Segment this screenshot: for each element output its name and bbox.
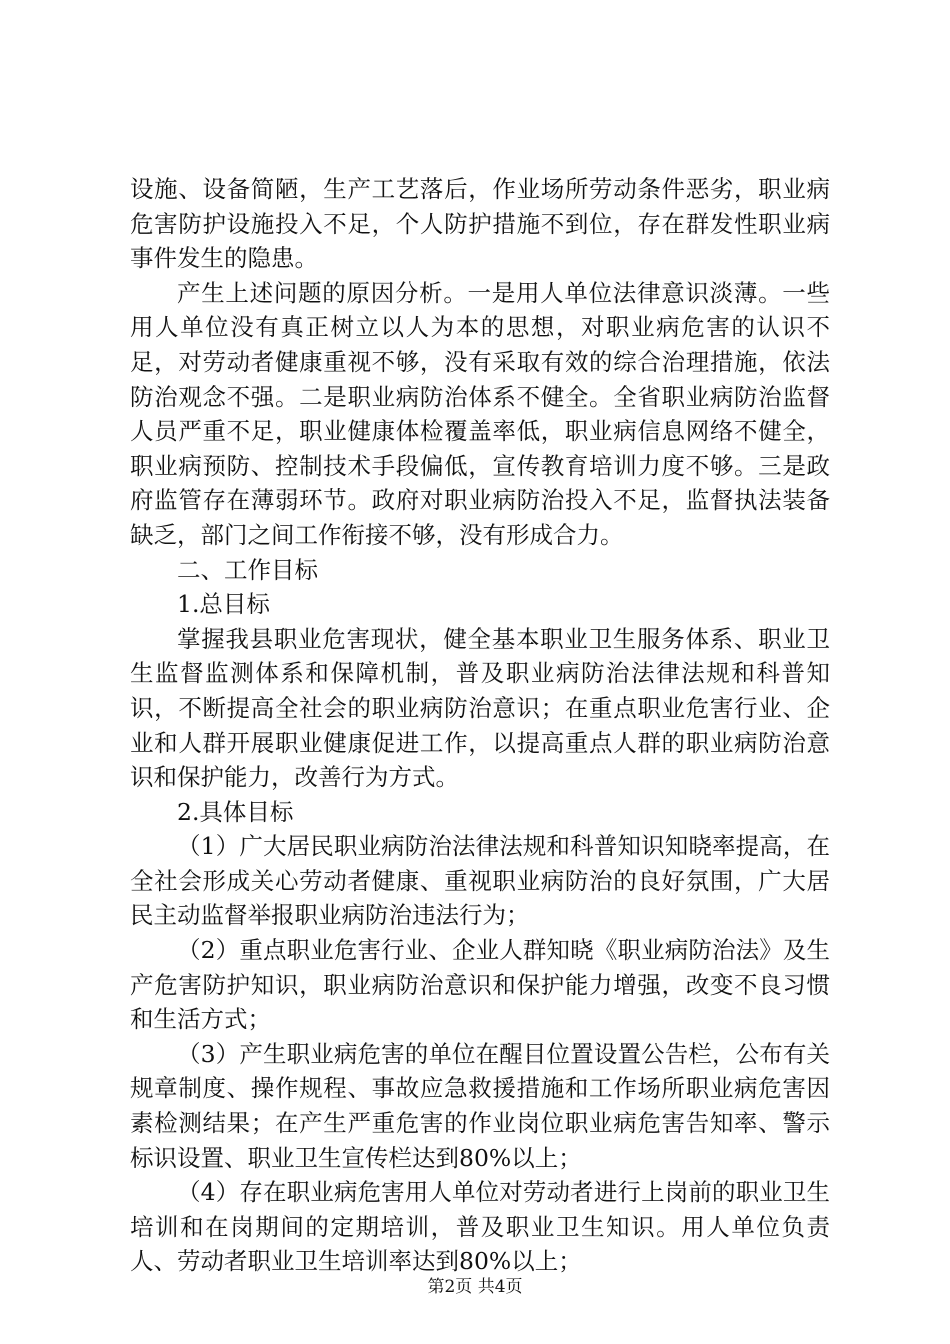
list-item-goal-3: （3）产生职业病危害的单位在醒目位置设置公告栏，公布有关规章制度、操作规程、事故应急救援措施和工作场所职业病危害因素检测结果；在产生严重危害的作业岗位职业病危害告知率、警示标识设置、职业卫生宣传栏达到80%以上； [130, 1039, 830, 1172]
paragraph-continuation: 设施、设备简陋，生产工艺落后，作业场所劳动条件恶劣，职业病危害防护设施投入不足，个人防护措施不到位，存在群发性职业病事件发生的隐患。 [130, 175, 830, 273]
page-number-footer: 第2页 共4页 [427, 1277, 523, 1297]
list-item-goal-2: （2）重点职业危害行业、企业人群知晓《职业病防治法》及生产危害防护知识，职业病防治意识和保护能力增强，改变不良习惯和生活方式； [130, 936, 830, 1034]
subheading-specific-goals: 2.具体目标 [177, 797, 294, 826]
document-body [130, 172, 830, 1279]
list-item-goal-4: （4）存在职业病危害用人单位对劳动者进行上岗前的职业卫生培训和在岗期间的定期培训，普及职业卫生知识。用人单位负责人、劳动者职业卫生培训率达到80%以上； [130, 1178, 830, 1276]
list-item-goal-1: （1）广大居民职业病防治法律法规和科普知识知晓率提高，在全社会形成关心劳动者健康、重视职业病防治的良好氛围，广大居民主动监督举报职业病防治违法行为； [130, 832, 830, 930]
paragraph-cause-analysis: 产生上述问题的原因分析。一是用人单位法律意识淡薄。一些用人单位没有真正树立以人为本的思想，对职业病危害的认识不足，对劳动者健康重视不够，没有采取有效的综合治理措施，依法防治观念不强。二是职业病防治体系不健全。全省职业病防治监督人员严重不足，职业健康体检覆盖率低，职业病信息网络不健全，职业病预防、控制技术手段偏低，宣传教育培训力度不够。三是政府监管存在薄弱环节。政府对职业病防治投入不足，监督执法装备缺乏，部门之间工作衔接不够，没有形成合力。 [130, 278, 830, 549]
section-heading-work-goals: 二、工作目标 [177, 555, 318, 584]
paragraph-overall-goal: 掌握我县职业危害现状，健全基本职业卫生服务体系、职业卫生监督监测体系和保障机制，普及职业病防治法律法规和科普知识，不断提高全社会的职业病防治意识；在重点职业危害行业、企业和人群开展职业健康促进工作，以提高重点人群的职业病防治意识和保护能力，改善行为方式。 [130, 624, 830, 792]
subheading-overall-goal: 1.总目标 [177, 590, 270, 619]
